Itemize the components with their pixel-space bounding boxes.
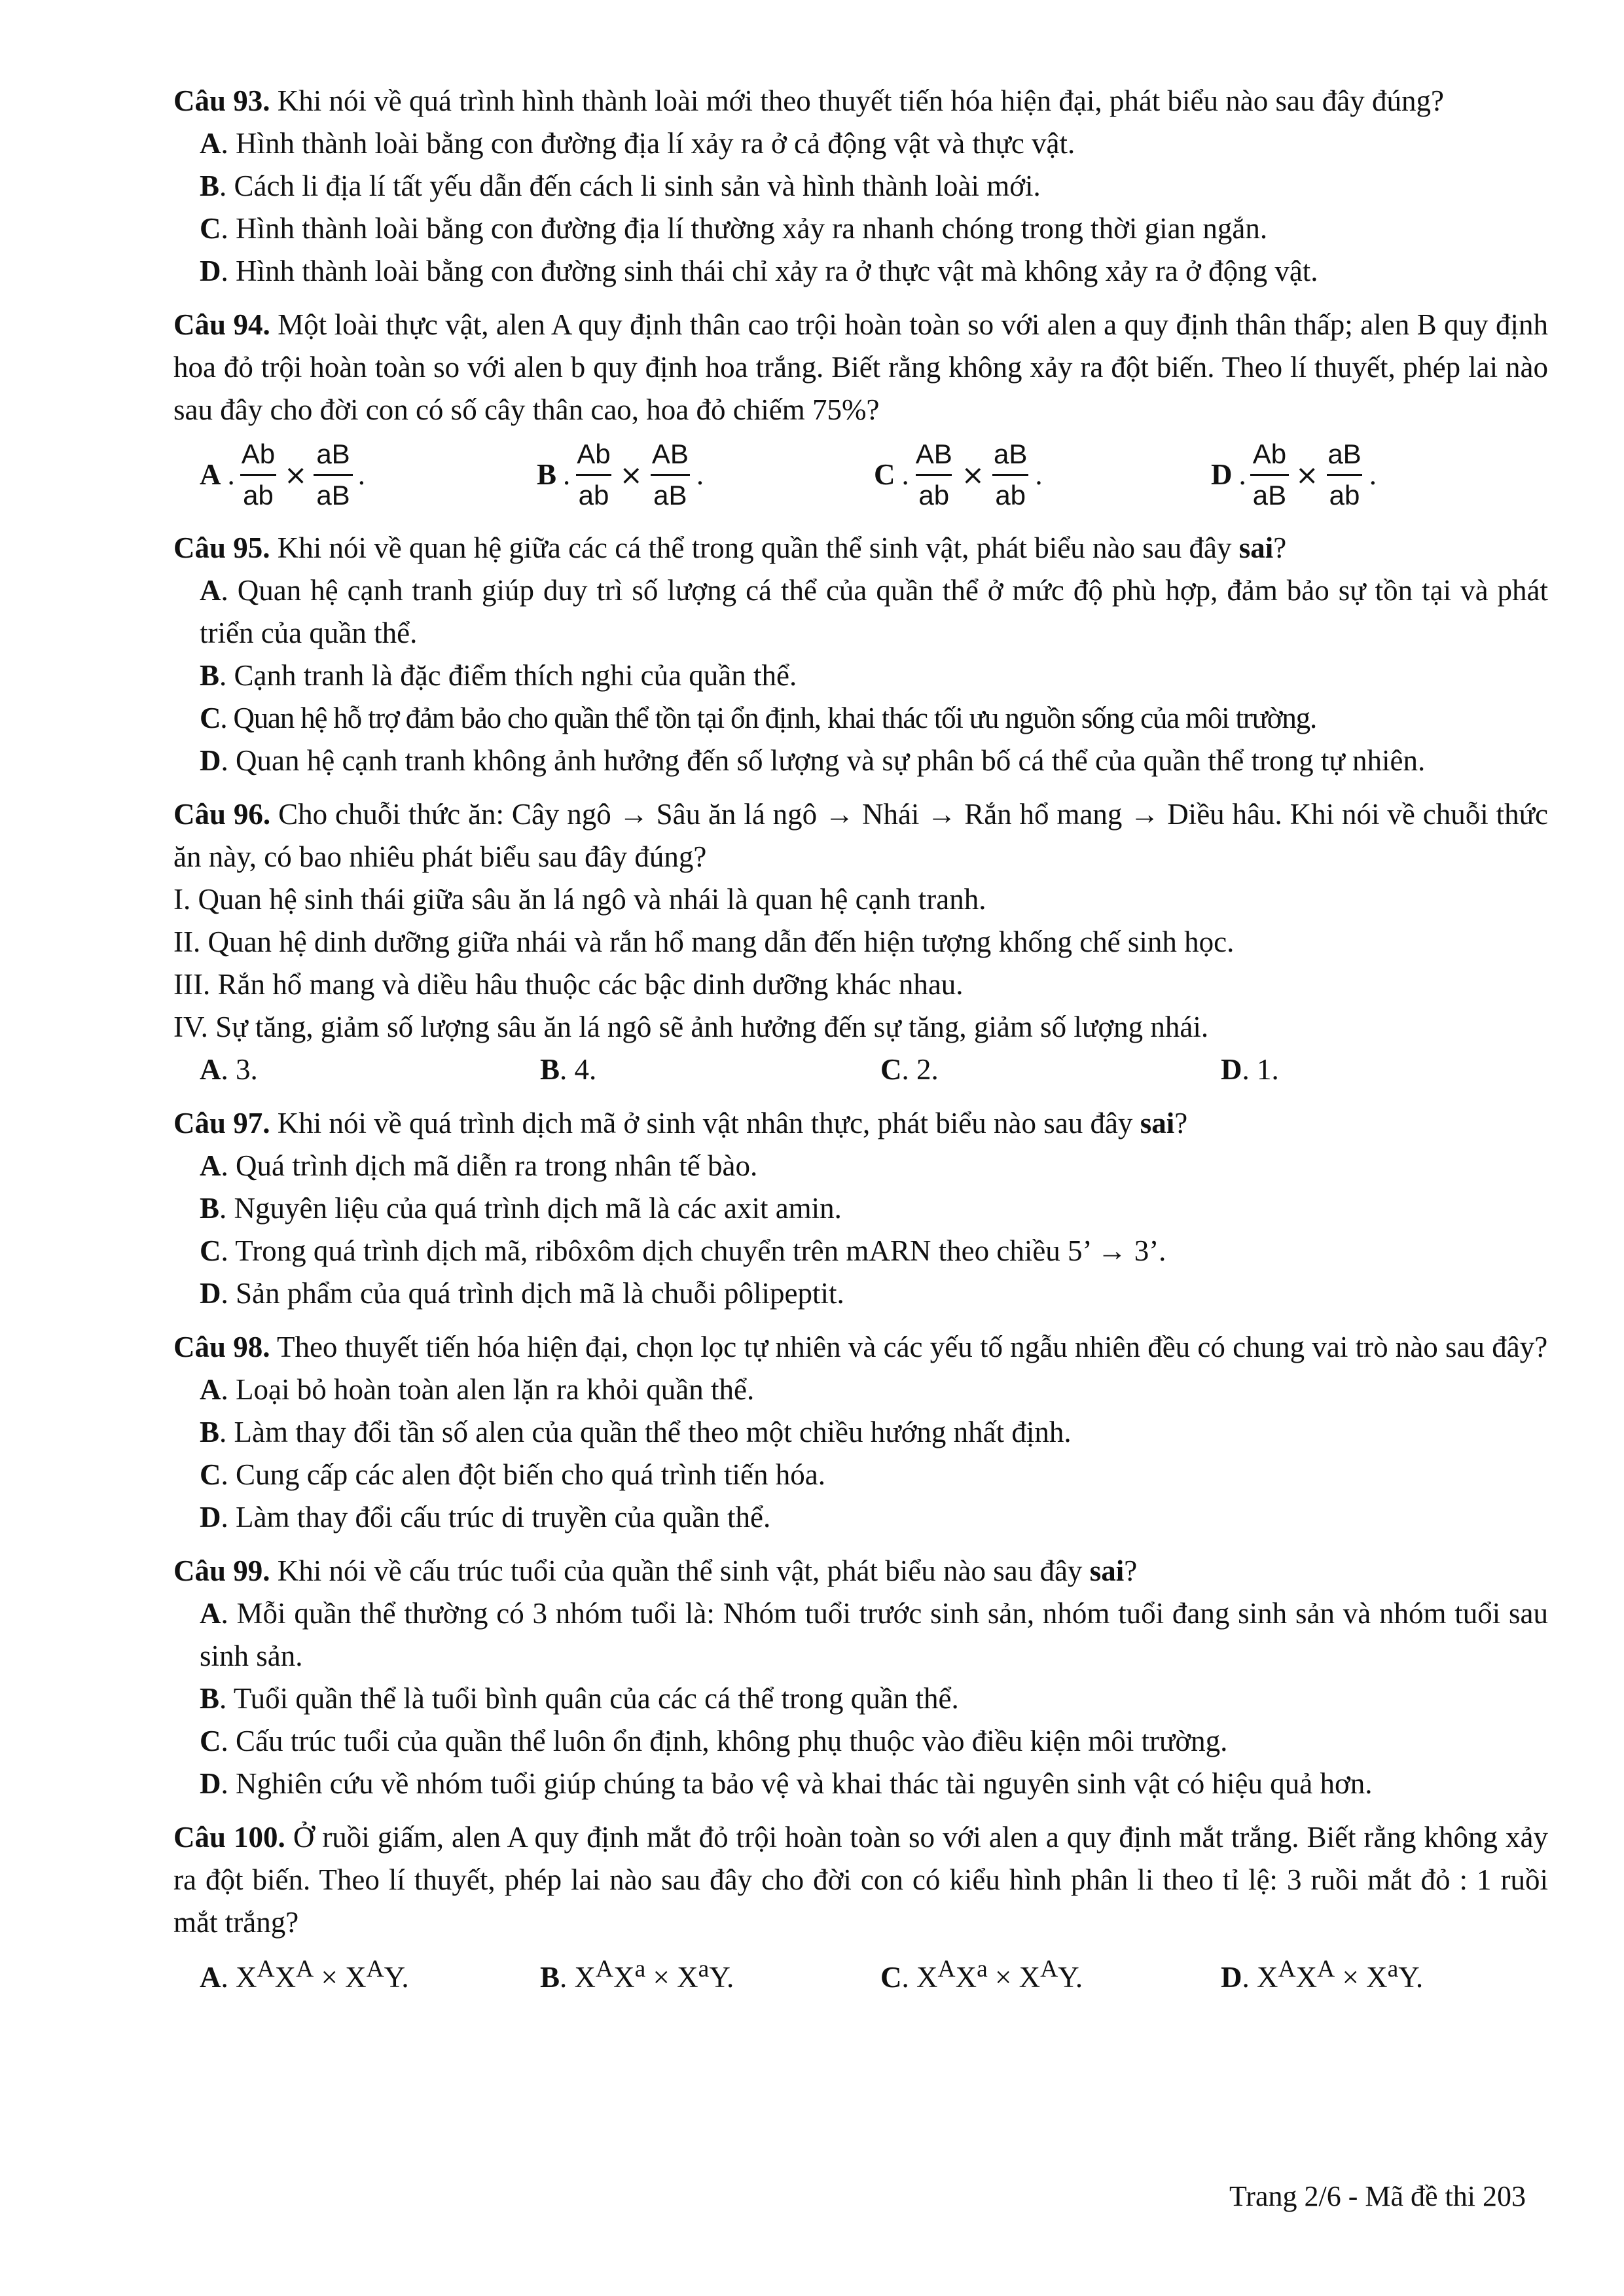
question-stem <box>173 1816 1548 1944</box>
question-text: Ở ruồi giấm, alen A quy định mắt đỏ trội hoàn toàn so với alen a quy định mắt trắng. Biết rằng không xảy ra đột biến. Theo lí thuyết, phép lai nào sau đây cho đời con có kiểu hình phân li theo tỉ lệ: 3 ruồi mắt đỏ : 1 ruồi mắt trắng? <box>173 1821 1549 1939</box>
emphasis-sai: sai <box>1238 531 1274 564</box>
question-stem: Câu 97. Khi nói về quá trình dịch mã ở sinh vật nhân thực, phát biểu nào sau đây sai? <box>173 1107 1188 1139</box>
option-a: A. Mỗi quần thể thường có 3 nhóm tuổi là: Nhóm tuổi trước sinh sản, nhóm tuổi đang sinh sản và nhóm tuổi sau sinh sản. <box>200 1597 1548 1672</box>
option-c: C. Hình thành loài bằng con đường địa lí thường xảy ra nhanh chóng trong thời gian ngắn. <box>200 212 1268 245</box>
statement-1: I. Quan hệ sinh thái giữa sâu ăn lá ngô và nhái là quan hệ cạnh tranh. <box>173 883 986 916</box>
question-number: Câu 93. <box>173 84 270 117</box>
option-a: A. Hình thành loài bằng con đường địa lí xảy ra ở cả động vật và thực vật. <box>200 127 1075 160</box>
question-stem <box>173 80 1548 122</box>
question-number: Câu 95. <box>173 531 270 564</box>
option-b: B. $X^AX^a \times X^aY$. <box>540 1956 734 1994</box>
question-text: Cho chuỗi thức ăn: Cây ngô → Sâu ăn lá ngô → Nhái → Rắn hổ mang → Diều hâu. Khi nói về chuỗi thức ăn này, có bao nhiêu phát biểu sau đây đúng? <box>173 798 1549 873</box>
option-a: A. Quá trình dịch mã diễn ra trong nhân tế bào. <box>200 1149 758 1182</box>
page-footer: Trang 2/6 - Mã đề thi 203 <box>1229 2180 1526 2212</box>
question-number: Câu 97. <box>173 1107 270 1139</box>
option-a: A. Loại bỏ hoàn toàn alen lặn ra khỏi quần thể. <box>200 1373 755 1406</box>
question-number: Câu 99. <box>173 1554 270 1587</box>
option-d: D. Sản phẩm của quá trình dịch mã là chuỗi pôlipeptit. <box>200 1277 844 1310</box>
genotype-fraction: $\frac{AB}{ab}$ <box>913 437 955 512</box>
option-d: D. Làm thay đổi cấu trúc di truyền của quần thể. <box>200 1501 771 1534</box>
genotype-fraction: $\frac{aB}{aB}$ <box>314 437 352 512</box>
option-a: A. $X^AX^A \times X^AY$. <box>200 1956 409 1994</box>
question-stem <box>173 1326 1548 1369</box>
option-c: C. 2. <box>880 1053 939 1086</box>
statement-3: III. Rắn hổ mang và diều hâu thuộc các bậc dinh dưỡng khác nhau. <box>173 968 964 1001</box>
question-stem: Câu 95. Khi nói về quan hệ giữa các cá thể trong quần thể sinh vật, phát biểu nào sau đây sai? <box>173 531 1287 564</box>
option-d: D. Hình thành loài bằng con đường sinh thái chỉ xảy ra ở thực vật mà không xảy ra ở động vật. <box>200 255 1318 287</box>
question-95 <box>173 527 1548 782</box>
option-c: C. Quan hệ hỗ trợ đảm bảo cho quần thể tồn tại ổn định, khai thác tối ưu nguồn sống của môi trường. <box>200 702 1317 734</box>
question-98 <box>173 1326 1548 1539</box>
question-94 <box>173 304 1548 516</box>
fraction-options <box>173 434 1548 516</box>
option-b: B. Cạnh tranh là đặc điểm thích nghi của quần thể. <box>200 659 797 692</box>
genotype-fraction: $\frac{Ab}{ab}$ <box>574 437 613 512</box>
genotype-fraction: $\frac{AB}{aB}$ <box>649 437 691 512</box>
genotype-fraction: $\frac{Ab}{ab}$ <box>239 437 278 512</box>
question-stem <box>173 793 1548 878</box>
option-a: A . $\frac{Ab}{ab}$ × $\frac{aB}{aB}$ . <box>200 437 537 512</box>
option-c: C. Cấu trúc tuổi của quần thể luôn ổn định, không phụ thuộc vào điều kiện môi trường. <box>200 1725 1228 1757</box>
option-c: C. Cung cấp các alen đột biến cho quá trình tiến hóa. <box>200 1458 825 1491</box>
option-c: C . $\frac{AB}{ab}$ × $\frac{aB}{ab}$ . <box>874 437 1211 512</box>
emphasis-sai: sai <box>1140 1107 1175 1139</box>
question-100 <box>173 1816 1548 1999</box>
option-b: B. 4. <box>540 1053 597 1086</box>
option-b: B. Tuổi quần thể là tuổi bình quân của các cá thể trong quần thể. <box>200 1682 959 1715</box>
option-d: D. Quan hệ cạnh tranh không ảnh hưởng đến số lượng và sự phân bố cá thể của quần thể trong tự nhiên. <box>200 744 1426 777</box>
answer-row <box>173 1049 1548 1091</box>
genotype-fraction: $\frac{aB}{ab}$ <box>991 437 1030 512</box>
emphasis-sai: sai <box>1089 1554 1125 1587</box>
statement-4: IV. Sự tăng, giảm số lượng sâu ăn lá ngô sẽ ảnh hưởng đến sự tăng, giảm số lượng nhái. <box>173 1011 1209 1043</box>
option-a: A. Quan hệ cạnh tranh giúp duy trì số lượng cá thể của quần thể ở mức độ phù hợp, đảm bảo sự tồn tại và phát triển của quần thể. <box>200 574 1548 649</box>
option-c: C. $X^AX^a \times X^AY$. <box>880 1956 1083 1994</box>
genotype-fraction: $\frac{Ab}{aB}$ <box>1250 437 1289 512</box>
cross-options <box>173 1948 1548 1999</box>
option-b: B. Làm thay đổi tần số alen của quần thể theo một chiều hướng nhất định. <box>200 1416 1072 1448</box>
question-text: Khi nói về quá trình hình thành loài mới theo thuyết tiến hóa hiện đại, phát biểu nào sau đây đúng? <box>277 84 1444 117</box>
option-d: D. $X^AX^A \times X^aY$. <box>1221 1956 1424 1994</box>
genotype-fraction: $\frac{aB}{ab}$ <box>1325 437 1363 512</box>
question-text: Một loài thực vật, alen A quy định thân cao trội hoàn toàn so với alen a quy định thân thấp; alen B quy định hoa đỏ trội hoàn toàn so với alen b quy định hoa trắng. Biết rằng không xảy ra đột biến. Theo lí thuyết, phép lai nào sau đây cho đời con có số cây thân cao, hoa đỏ chiếm 75%? <box>173 308 1548 426</box>
question-text: Theo thuyết tiến hóa hiện đại, chọn lọc tự nhiên và các yếu tố ngẫu nhiên đều có chung vai trò nào sau đây? <box>276 1331 1548 1363</box>
option-c: C. Trong quá trình dịch mã, ribôxôm dịch chuyển trên mARN theo chiều 5’ → 3’. <box>200 1234 1166 1267</box>
question-stem: Câu 99. Khi nói về cấu trúc tuổi của quần thể sinh vật, phát biểu nào sau đây sai? <box>173 1554 1138 1587</box>
question-number: Câu 94. <box>173 308 270 341</box>
question-number: Câu 98. <box>173 1331 270 1363</box>
exam-page <box>173 80 1548 2010</box>
option-b: B . $\frac{Ab}{ab}$ × $\frac{AB}{aB}$ . <box>537 437 874 512</box>
option-d: D. 1. <box>1221 1053 1279 1086</box>
option-d: D . $\frac{Ab}{aB}$ × $\frac{aB}{ab}$ . <box>1211 437 1548 512</box>
question-stem <box>173 304 1548 431</box>
question-number: Câu 96. <box>173 798 271 831</box>
question-number: Câu 100. <box>173 1821 285 1854</box>
question-97 <box>173 1102 1548 1315</box>
option-b: B. Nguyên liệu của quá trình dịch mã là các axit amin. <box>200 1192 842 1225</box>
statement-2: II. Quan hệ dinh dưỡng giữa nhái và rắn hổ mang dẫn đến hiện tượng khống chế sinh học. <box>173 925 1235 958</box>
question-96 <box>173 793 1548 1091</box>
question-93 <box>173 80 1548 293</box>
option-a: A. 3. <box>200 1053 258 1086</box>
option-d: D. Nghiên cứu về nhóm tuổi giúp chúng ta bảo vệ và khai thác tài nguyên sinh vật có hiệu quả hơn. <box>200 1767 1373 1800</box>
question-99 <box>173 1550 1548 1805</box>
option-b: B. Cách li địa lí tất yếu dẫn đến cách li sinh sản và hình thành loài mới. <box>200 170 1041 202</box>
